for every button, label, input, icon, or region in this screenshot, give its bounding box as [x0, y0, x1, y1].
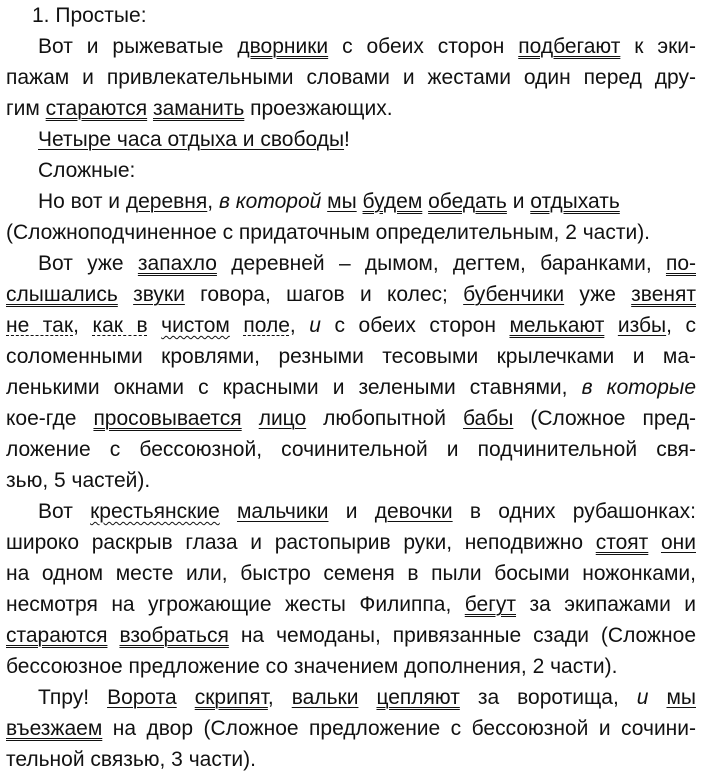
text-line: пажам и привлекательными словами и жестами один перед дру-: [6, 66, 696, 89]
text-line: бессоюзное предложение со значением дополнения, 2 части).: [6, 655, 618, 678]
text-line: Вот и рыжеватые дворники с обеих сторон подбегают к эки-: [38, 35, 696, 58]
attribute-word: крестьянские: [90, 500, 220, 523]
adverbial-word: как в: [92, 314, 148, 337]
subject-word: девочки: [374, 500, 453, 523]
subject-word: они: [660, 531, 696, 554]
predicate-word: стоят: [595, 531, 649, 554]
predicate-word: подбегают: [518, 35, 621, 58]
subject-word: мы: [666, 686, 696, 709]
predicate-word: стараются: [6, 624, 108, 647]
paragraph-complex-2: [6, 248, 696, 496]
subject-word: деревня: [125, 190, 208, 213]
adverbial-word: не так: [6, 314, 74, 337]
conjunctive-word: в которой: [218, 190, 322, 213]
text-line: кое-где просовывается лицо любопытной бабы (Сложное пред-: [6, 407, 696, 430]
subject-word: избы: [617, 314, 667, 337]
subject-word: мальчики: [236, 500, 329, 523]
conjunctive-word: в которые: [581, 376, 696, 399]
predicate-word: по-: [665, 252, 696, 275]
paragraph-complex-1: [6, 186, 696, 248]
predicate-word: бегут: [464, 593, 517, 616]
text-line: (Сложноподчиненное с придаточным определительным, 2 части).: [6, 221, 651, 244]
heading-complex: Сложные:: [38, 159, 136, 182]
subject-phrase: Четыре часа отдыха и свободы: [38, 128, 345, 151]
text-line: широко раскрыв глаза и растопырив руки, неподвижно стоят они: [6, 531, 696, 554]
subject-word: звуки: [133, 283, 185, 306]
text-line: на одном месте или, быстро семеня в пыли босыми ножонками,: [6, 562, 696, 585]
predicate-word: въезжаем: [6, 717, 103, 740]
predicate-word: будем: [362, 190, 423, 213]
predicate-word: стараются: [45, 97, 148, 120]
predicate-word: скрипят: [194, 686, 268, 709]
adverbial-word: поле: [243, 314, 290, 337]
text-line: стараются взобраться на чемоданы, привязанные сзади (Сложное: [6, 624, 696, 647]
predicate-word: взобраться: [119, 624, 229, 647]
subject-word: вальки: [291, 686, 359, 709]
subject-word: лицо: [258, 407, 307, 430]
text-line: несмотря на угрожающие жесты Филиппа, бегут за экипажами и: [6, 593, 696, 616]
subject-word: мы: [327, 190, 357, 213]
subject-word: бабы: [462, 407, 514, 430]
text-line: гим стараются заманить проезжающих.: [6, 97, 393, 120]
text-line: въезжаем на двор (Сложное предложение с бессоюзной и сочини-: [6, 717, 696, 740]
text-line: слышались звуки говора, шагов и колес; бубенчики уже звенят: [6, 283, 696, 306]
predicate-word: отдыхать: [530, 190, 620, 213]
text-line: ложение с бессоюзной, сочинительной и подчинительной свя-: [6, 438, 696, 461]
paragraph-simple-2: Четыре часа отдыха и свободы!: [38, 128, 350, 151]
textbook-page: [6, 0, 696, 775]
text-line: ленькими окнами с красными и зелеными ставнями, в которые: [6, 376, 696, 399]
predicate-word: цепляют: [376, 686, 460, 709]
attribute-word: чистом: [161, 314, 230, 337]
subject-word: бубенчики: [463, 283, 565, 306]
text-line: тельной связью, 3 части).: [6, 748, 256, 771]
predicate-word: слышались: [6, 283, 118, 306]
text-line: не так, как в чистом поле, и с обеих сторон мелькают избы, с: [6, 314, 696, 337]
text-line: Тпру! Ворота скрипят, вальки цепляют за воротища, и мы: [38, 686, 696, 709]
text-line: зью, 5 частей).: [6, 469, 151, 492]
conjunction-word: и: [636, 686, 649, 709]
text-line: Но вот и деревня, в которой мы будем обедать и отдыхать: [38, 190, 620, 213]
subject-word: дворники: [237, 35, 329, 58]
heading-simple: 1. Простые:: [32, 4, 147, 27]
predicate-word: обедать: [428, 190, 507, 213]
paragraph-complex-4: [6, 682, 696, 775]
subject-word: Ворота: [107, 686, 177, 709]
conjunction-word: и: [309, 314, 321, 337]
paragraph-complex-3: [6, 496, 696, 682]
predicate-word: мелькают: [509, 314, 605, 337]
predicate-word: запахло: [137, 252, 217, 275]
predicate-word: просовывается: [93, 407, 242, 430]
predicate-word: звенят: [631, 283, 696, 306]
text-line: Вот крестьянские мальчики и девочки в одних рубашонках:: [38, 500, 696, 523]
paragraph-simple-1: [6, 31, 696, 124]
text-line: Вот уже запахло деревней – дымом, дегтем, баранками, по-: [38, 252, 696, 275]
predicate-word: заманить: [152, 97, 245, 120]
text-line: соломенными кровлями, резными тесовыми крылечками и ма-: [6, 345, 696, 368]
